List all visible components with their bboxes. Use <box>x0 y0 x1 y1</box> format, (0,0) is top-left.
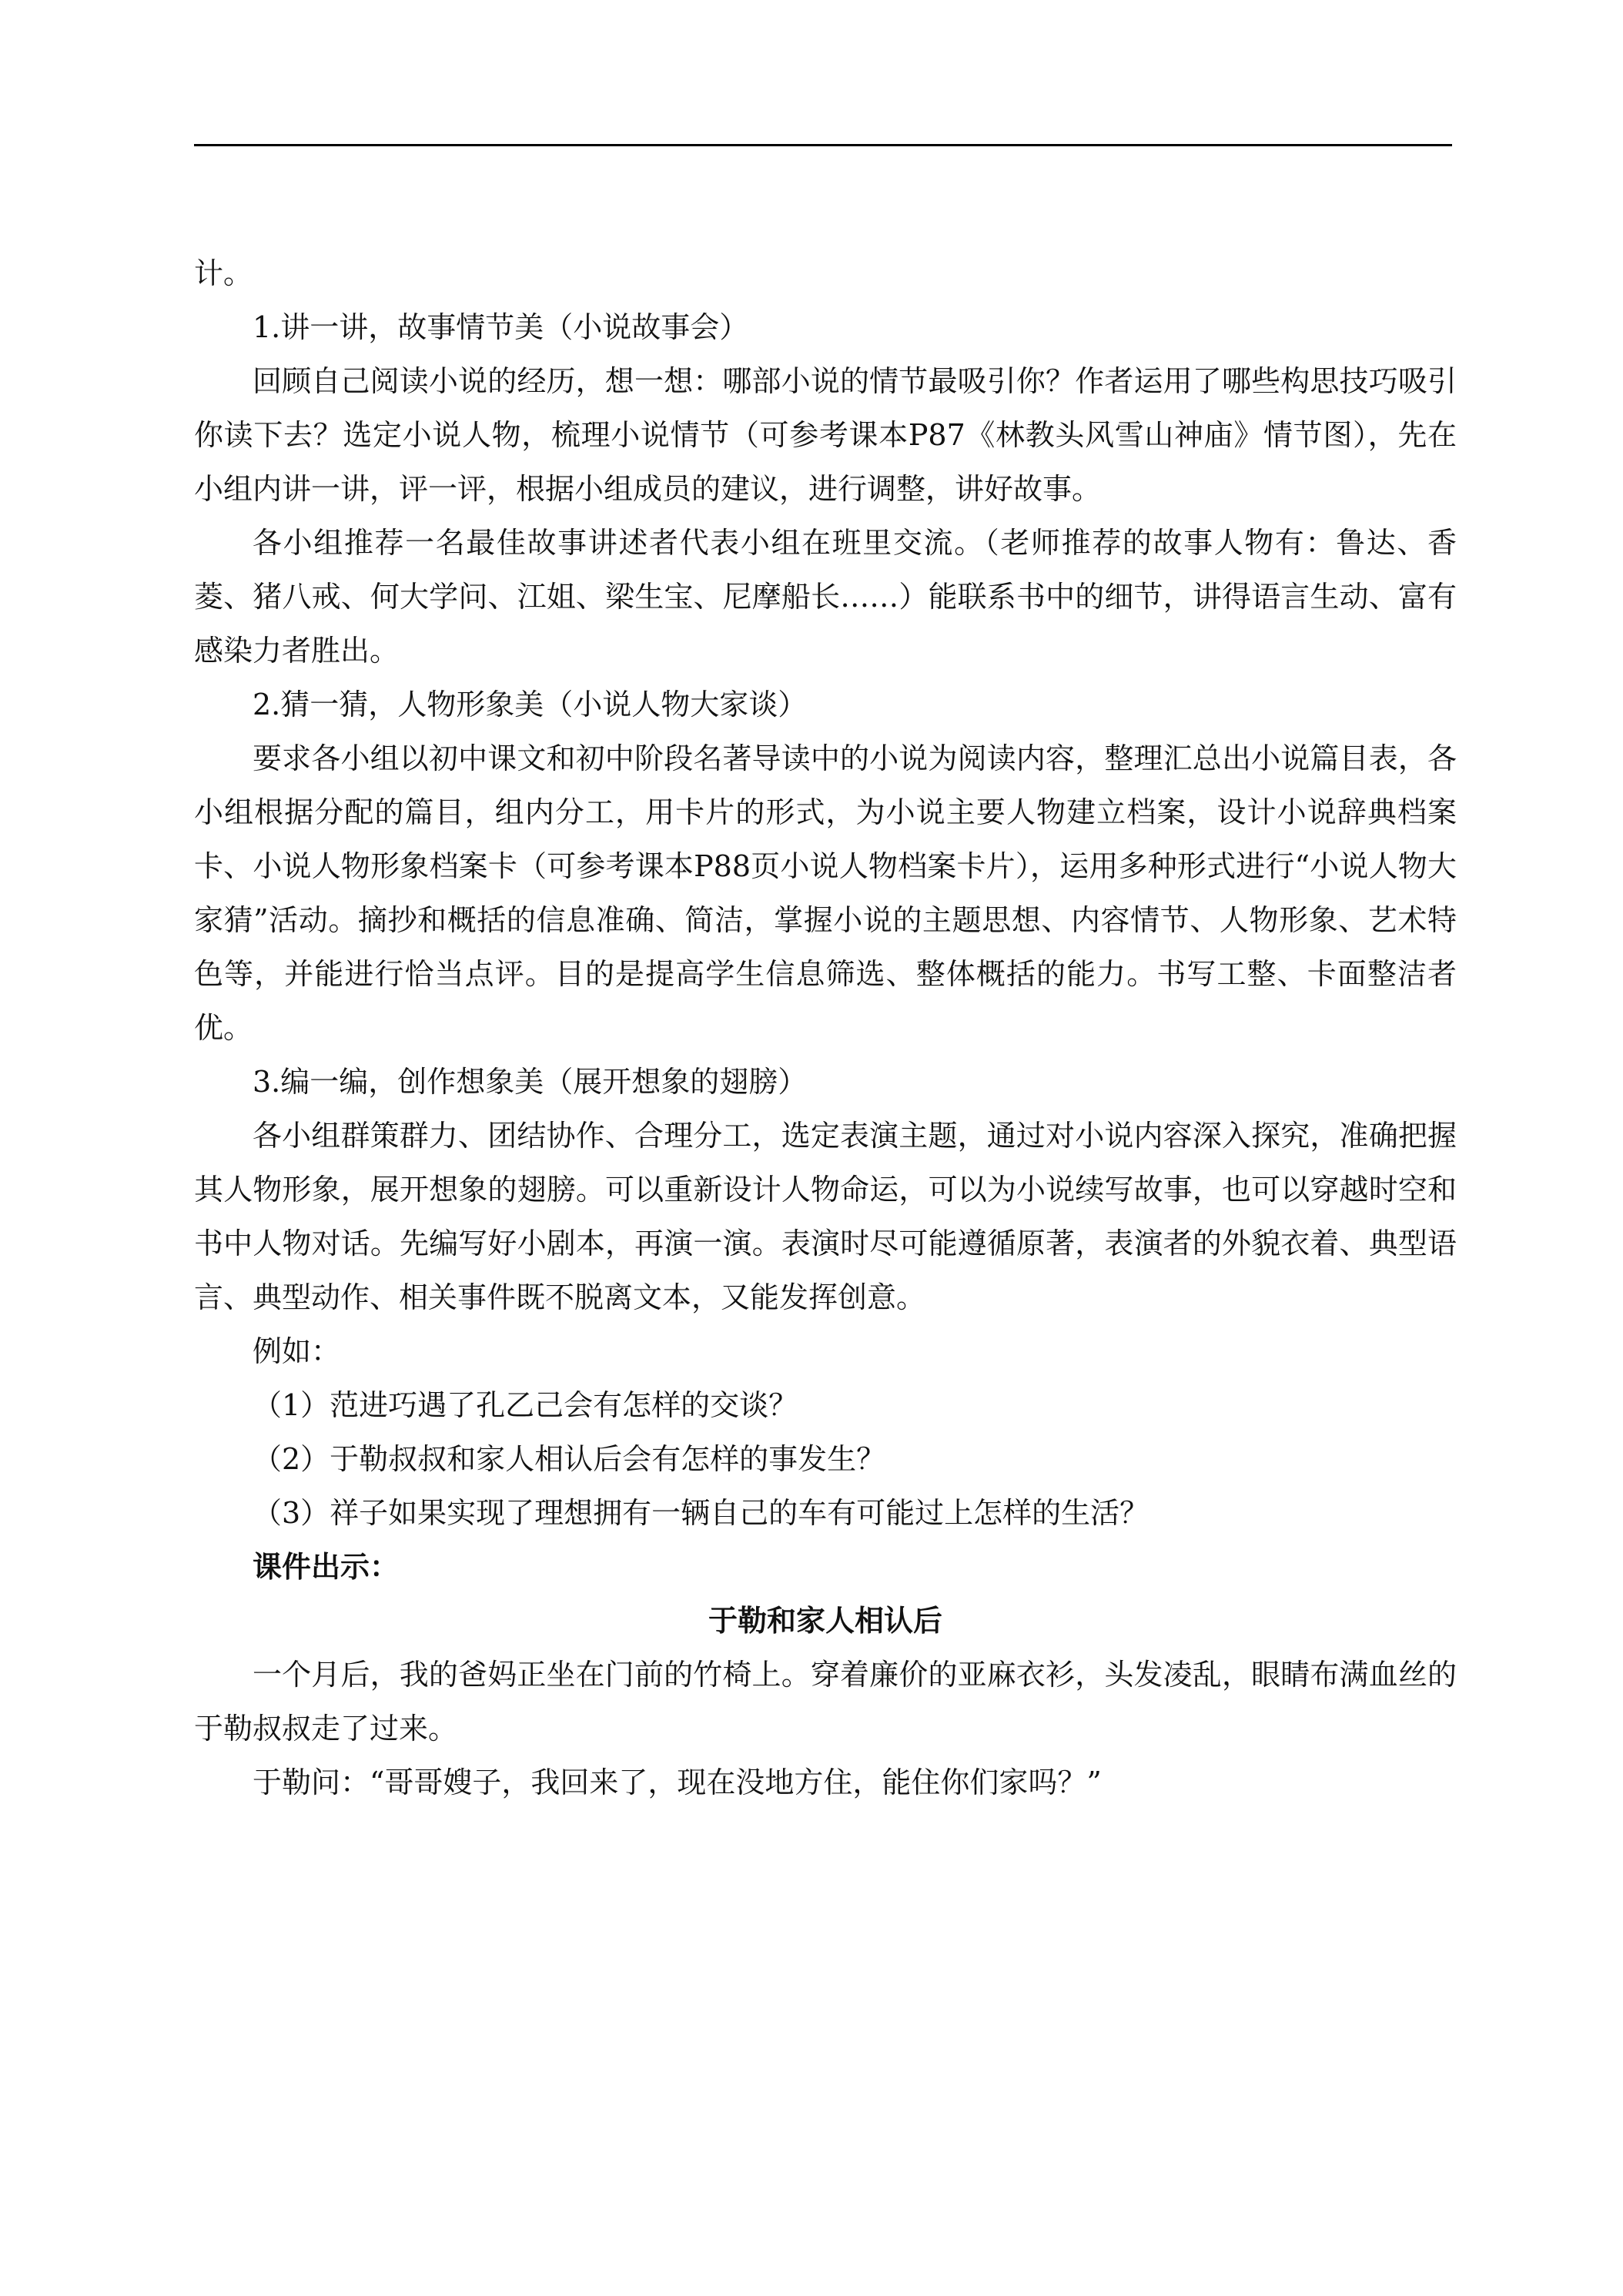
example-intro: 例如： <box>253 1334 341 1368</box>
courseware-label: 课件出示： <box>253 1549 400 1584</box>
story-paragraph: 于勒问：“哥哥嫂子，我回来了，现在没地方住，能住你们家吗？” <box>253 1766 1102 1799</box>
example-item: （3）祥子如果实现了理想拥有一辆自己的车有可能过上怎样的生活？ <box>253 1496 1149 1530</box>
example-item: （2）于勒叔叔和家人相认后会有怎样的事发生？ <box>253 1442 886 1476</box>
section-heading-2: 2.猜一猜，人物形象美（小说人物大家谈） <box>253 688 808 721</box>
header-rule <box>194 144 1452 146</box>
paragraph: 要求各小组以初中课文和初中阶段名著导读中的小说为阅读内容，整理汇总出小说篇目表，各小组根据分配的篇目，组内分工，用卡片的形式，为小说主要人物建立档案，设计小说辞典档案卡、小说人物形象档案卡（可参考课本P88页小说人物档案卡片），运用多种形式进行“小说人物大家猜”活动。摘抄和概括的信息准确、简洁，掌握小说的主题思想、内容情节、人物形象、艺术特色等，并能进行恰当点评。目的是提高学生信息筛选、整体概括的能力。书写工整、卡面整洁者优。 <box>194 741 1457 1045</box>
story-paragraph: 一个月后，我的爸妈正坐在门前的竹椅上。穿着廉价的亚麻衣衫，头发凌乱，眼睛布满血丝的于勒叔叔走了过来。 <box>194 1658 1457 1745</box>
section-heading-3: 3.编一编，创作想象美（展开想象的翅膀） <box>253 1065 808 1099</box>
paragraph: 各小组推荐一名最佳故事讲述者代表小组在班里交流。（老师推荐的故事人物有：鲁达、香菱、猪八戒、何大学问、江姐、梁生宝、尼摩船长……）能联系书中的细节，讲得语言生动、富有感染力者胜出。 <box>194 526 1457 668</box>
example-item: （1）范进巧遇了孔乙己会有怎样的交谈？ <box>253 1388 798 1422</box>
story-title: 于勒和家人相认后 <box>708 1603 942 1638</box>
document-body <box>194 246 1457 1809</box>
paragraph-continuation: 计。 <box>194 256 253 290</box>
paragraph: 回顾自己阅读小说的经历，想一想：哪部小说的情节最吸引你？作者运用了哪些构思技巧吸引你读下去？选定小说人物，梳理小说情节（可参考课本P87《林教头风雪山神庙》情节图），先在小组内讲一讲，评一评，根据小组成员的建议，进行调整，讲好故事。 <box>194 364 1457 506</box>
paragraph: 各小组群策群力、团结协作、合理分工，选定表演主题，通过对小说内容深入探究，准确把握其人物形象，展开想象的翅膀。可以重新设计人物命运，可以为小说续写故事，也可以穿越时空和书中人物对话。先编写好小剧本，再演一演。表演时尽可能遵循原著，表演者的外貌衣着、典型语言、典型动作、相关事件既不脱离文本，又能发挥创意。 <box>194 1119 1457 1314</box>
section-heading-1: 1.讲一讲，故事情节美（小说故事会） <box>253 310 749 344</box>
